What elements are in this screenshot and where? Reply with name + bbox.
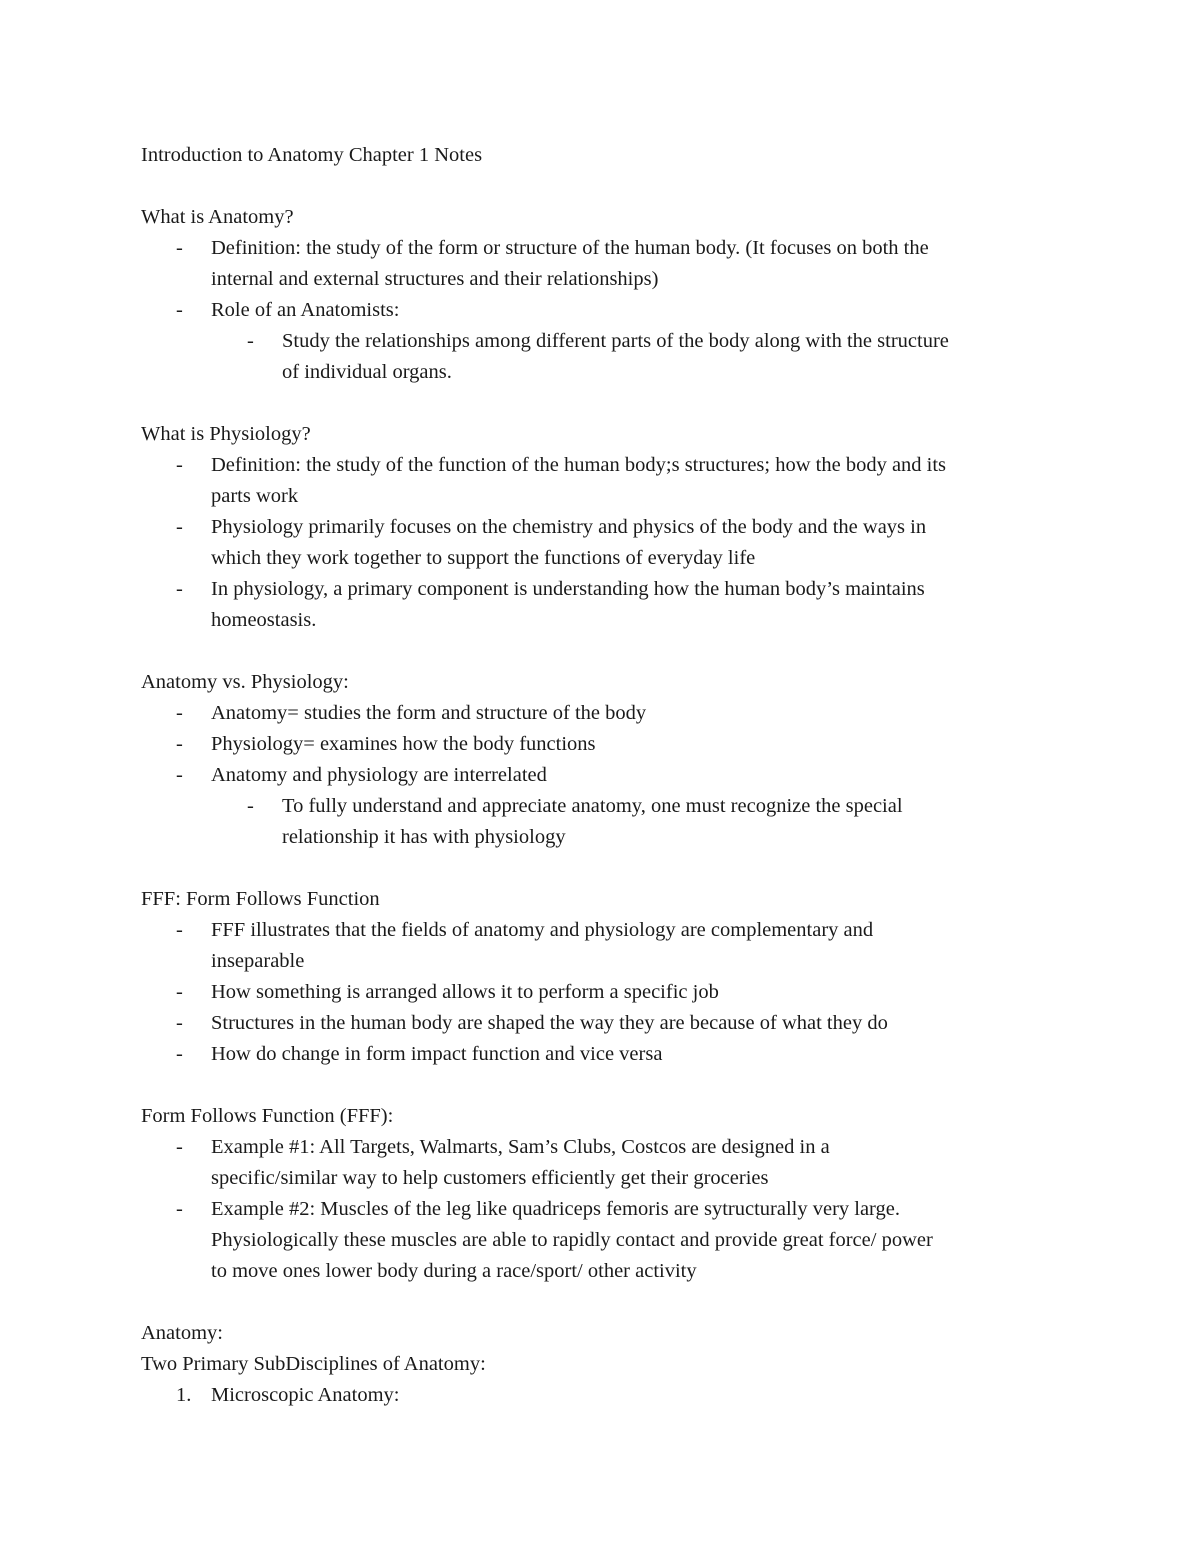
list-item	[141, 574, 1061, 636]
list-item-text: Anatomy and physiology are interrelated	[211, 764, 547, 786]
section-heading-fff: FFF: Form Follows Function	[141, 888, 380, 910]
list-item	[141, 1194, 1061, 1287]
list-item-text: Physiology= examines how the body functions	[211, 733, 596, 755]
section-heading-fff-examples: Form Follows Function (FFF):	[141, 1105, 394, 1127]
section-heading-anatomy-sub: Anatomy:	[141, 1322, 223, 1344]
list-item-text: to move ones lower body during a race/sport/ other activity	[211, 1260, 697, 1282]
list-item-text: Example #2: Muscles of the leg like quadriceps femoris are sytructurally very large.	[211, 1198, 900, 1220]
list-item-text: How something is arranged allows it to perform a specific job	[211, 981, 719, 1003]
section-subheading: Two Primary SubDisciplines of Anatomy:	[141, 1353, 486, 1375]
list-item-text: specific/similar way to help customers efficiently get their groceries	[211, 1167, 769, 1189]
list-item	[141, 729, 1061, 760]
list-item-text: To fully understand and appreciate anatomy, one must recognize the special	[282, 795, 903, 817]
list-item-text: Role of an Anatomists:	[211, 299, 400, 321]
list-item	[141, 1132, 1061, 1194]
list-item	[141, 512, 1061, 574]
list-item	[141, 1008, 1061, 1039]
bullet-marker: -	[247, 795, 254, 817]
list-item	[141, 450, 1061, 512]
list-item	[141, 295, 1061, 326]
list-item	[141, 977, 1061, 1008]
bullet-marker: -	[176, 299, 183, 321]
bullet-marker: -	[176, 454, 183, 476]
list-item-nested	[141, 791, 1061, 853]
bullet-marker: -	[176, 1043, 183, 1065]
bullet-marker: -	[176, 733, 183, 755]
list-item-nested	[141, 326, 1061, 388]
list-item	[141, 698, 1061, 729]
list-item	[141, 760, 1061, 791]
list-item-text: In physiology, a primary component is understanding how the human body’s maintains	[211, 578, 925, 600]
list-item-text: Definition: the study of the function of the human body;s structures; how the body and its	[211, 454, 947, 476]
bullet-marker: -	[176, 764, 183, 786]
bullet-marker: -	[176, 1012, 183, 1034]
bullet-marker: -	[176, 578, 183, 600]
section-heading-physiology: What is Physiology?	[141, 423, 311, 445]
list-item-text: Microscopic Anatomy:	[211, 1384, 400, 1406]
list-item-text: Example #1: All Targets, Walmarts, Sam’s Clubs, Costcos are designed in a	[211, 1136, 830, 1158]
list-item-text: of individual organs.	[282, 361, 452, 383]
list-item-text: Physiology primarily focuses on the chemistry and physics of the body and the ways in	[211, 516, 927, 538]
list-item-text: Anatomy= studies the form and structure of the body	[211, 702, 647, 724]
list-item-text: relationship it has with physiology	[282, 826, 566, 848]
list-item-text: which they work together to support the functions of everyday life	[211, 547, 756, 569]
bullet-marker: -	[176, 1136, 183, 1158]
bullet-marker: -	[176, 981, 183, 1003]
list-item	[141, 233, 1061, 295]
bullet-marker: -	[247, 330, 254, 352]
bullet-marker: -	[176, 516, 183, 538]
bullet-marker: -	[176, 919, 183, 941]
list-item-text: How do change in form impact function and vice versa	[211, 1043, 663, 1065]
list-item-text: Definition: the study of the form or structure of the human body. (It focuses on both the	[211, 237, 929, 259]
bullet-marker: -	[176, 1198, 183, 1220]
document-title: Introduction to Anatomy Chapter 1 Notes	[141, 144, 483, 166]
numbered-list-item	[141, 1380, 1061, 1411]
list-item-text: Structures in the human body are shaped the way they are because of what they do	[211, 1012, 888, 1034]
list-item-text: Study the relationships among different parts of the body along with the structure	[282, 330, 949, 352]
bullet-marker: -	[176, 237, 183, 259]
bullet-marker: -	[176, 702, 183, 724]
section-heading-anatomy-vs-physiology: Anatomy vs. Physiology:	[141, 671, 349, 693]
list-item-text: parts work	[211, 485, 299, 507]
list-item-text: internal and external structures and their relationships)	[211, 268, 659, 290]
list-item-text: FFF illustrates that the fields of anatomy and physiology are complementary and	[211, 919, 874, 941]
list-item-text: Physiologically these muscles are able to rapidly contact and provide great force/ power	[211, 1229, 933, 1251]
list-item-text: homeostasis.	[211, 609, 317, 631]
list-item-text: inseparable	[211, 950, 305, 972]
list-item	[141, 1039, 1061, 1070]
number-marker: 1.	[176, 1384, 192, 1406]
document-body	[141, 140, 1061, 1411]
list-item	[141, 915, 1061, 977]
section-heading-anatomy: What is Anatomy?	[141, 206, 294, 228]
